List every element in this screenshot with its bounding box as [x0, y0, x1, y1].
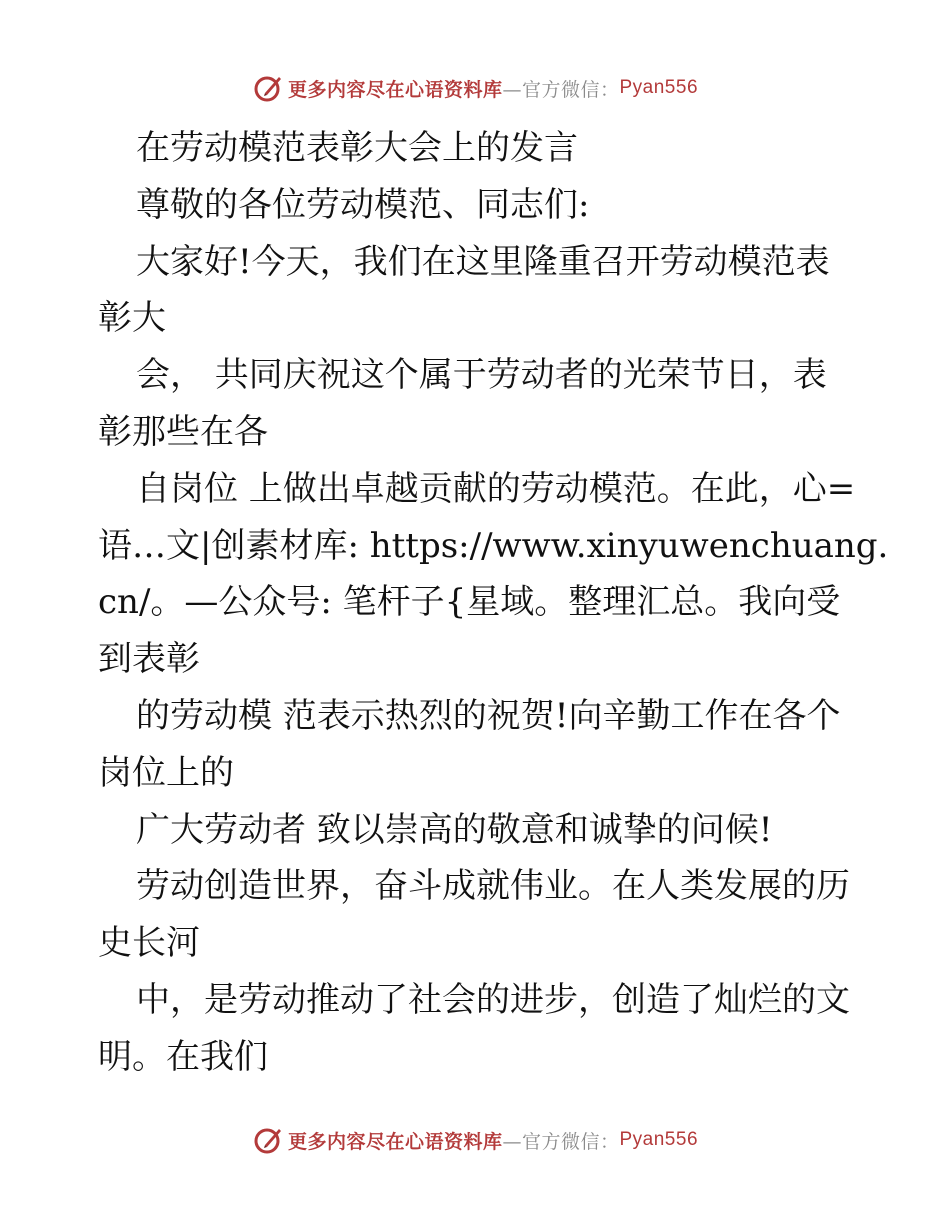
banner-main-text: 更多内容尽在心语资料库	[287, 1130, 503, 1153]
body-line: 中，是劳动推动了社会的进步，创造了灿烂的文	[136, 979, 850, 1020]
footer-banner	[0, 1122, 950, 1158]
body-line: 明。在我们	[98, 1036, 268, 1077]
quill-pen-circle-icon	[252, 1124, 284, 1156]
document-title: 在劳动模范表彰大会上的发言	[136, 128, 578, 168]
body-line: 语…文|创素材库: https://www.xinyuwenchuang.	[98, 525, 889, 566]
body-line: 广大劳动者 致以崇高的敬意和诚挚的问候!	[136, 809, 773, 850]
body-line: cn/。—公众号: 笔杆子{星域。整理汇总。我向受	[98, 582, 841, 623]
body-line: 会， 共同庆祝这个属于劳动者的光荣节日，表	[136, 355, 827, 396]
header-banner	[0, 70, 950, 106]
banner-label-text: —官方微信：	[502, 78, 620, 101]
banner-label-text: —官方微信：	[502, 1130, 620, 1153]
body-line: 的劳动模 范表示热烈的祝贺!向辛勤工作在各个	[136, 695, 841, 736]
body-line: 大家好!今天，我们在这里隆重召开劳动模范表	[136, 241, 830, 282]
quill-pen-circle-icon	[252, 72, 284, 104]
banner-wechat-handle: Pyan556	[619, 77, 699, 98]
document-body	[98, 120, 889, 1086]
banner-main-text: 更多内容尽在心语资料库	[287, 78, 503, 101]
body-line: 劳动创造世界，奋斗成就伟业。在人类发展的历	[136, 866, 850, 907]
body-line: 史长河	[98, 923, 200, 964]
body-line: 到表彰	[98, 639, 200, 680]
body-line: 彰那些在各	[98, 411, 268, 452]
salutation-line: 尊敬的各位劳动模范、同志们:	[136, 184, 590, 225]
body-line: 自岗位 上做出卓越贡献的劳动模范。在此，心=	[136, 468, 856, 509]
body-line: 岗位上的	[98, 752, 234, 793]
banner-wechat-handle: Pyan556	[619, 1129, 699, 1150]
body-line: 彰大	[98, 298, 166, 339]
